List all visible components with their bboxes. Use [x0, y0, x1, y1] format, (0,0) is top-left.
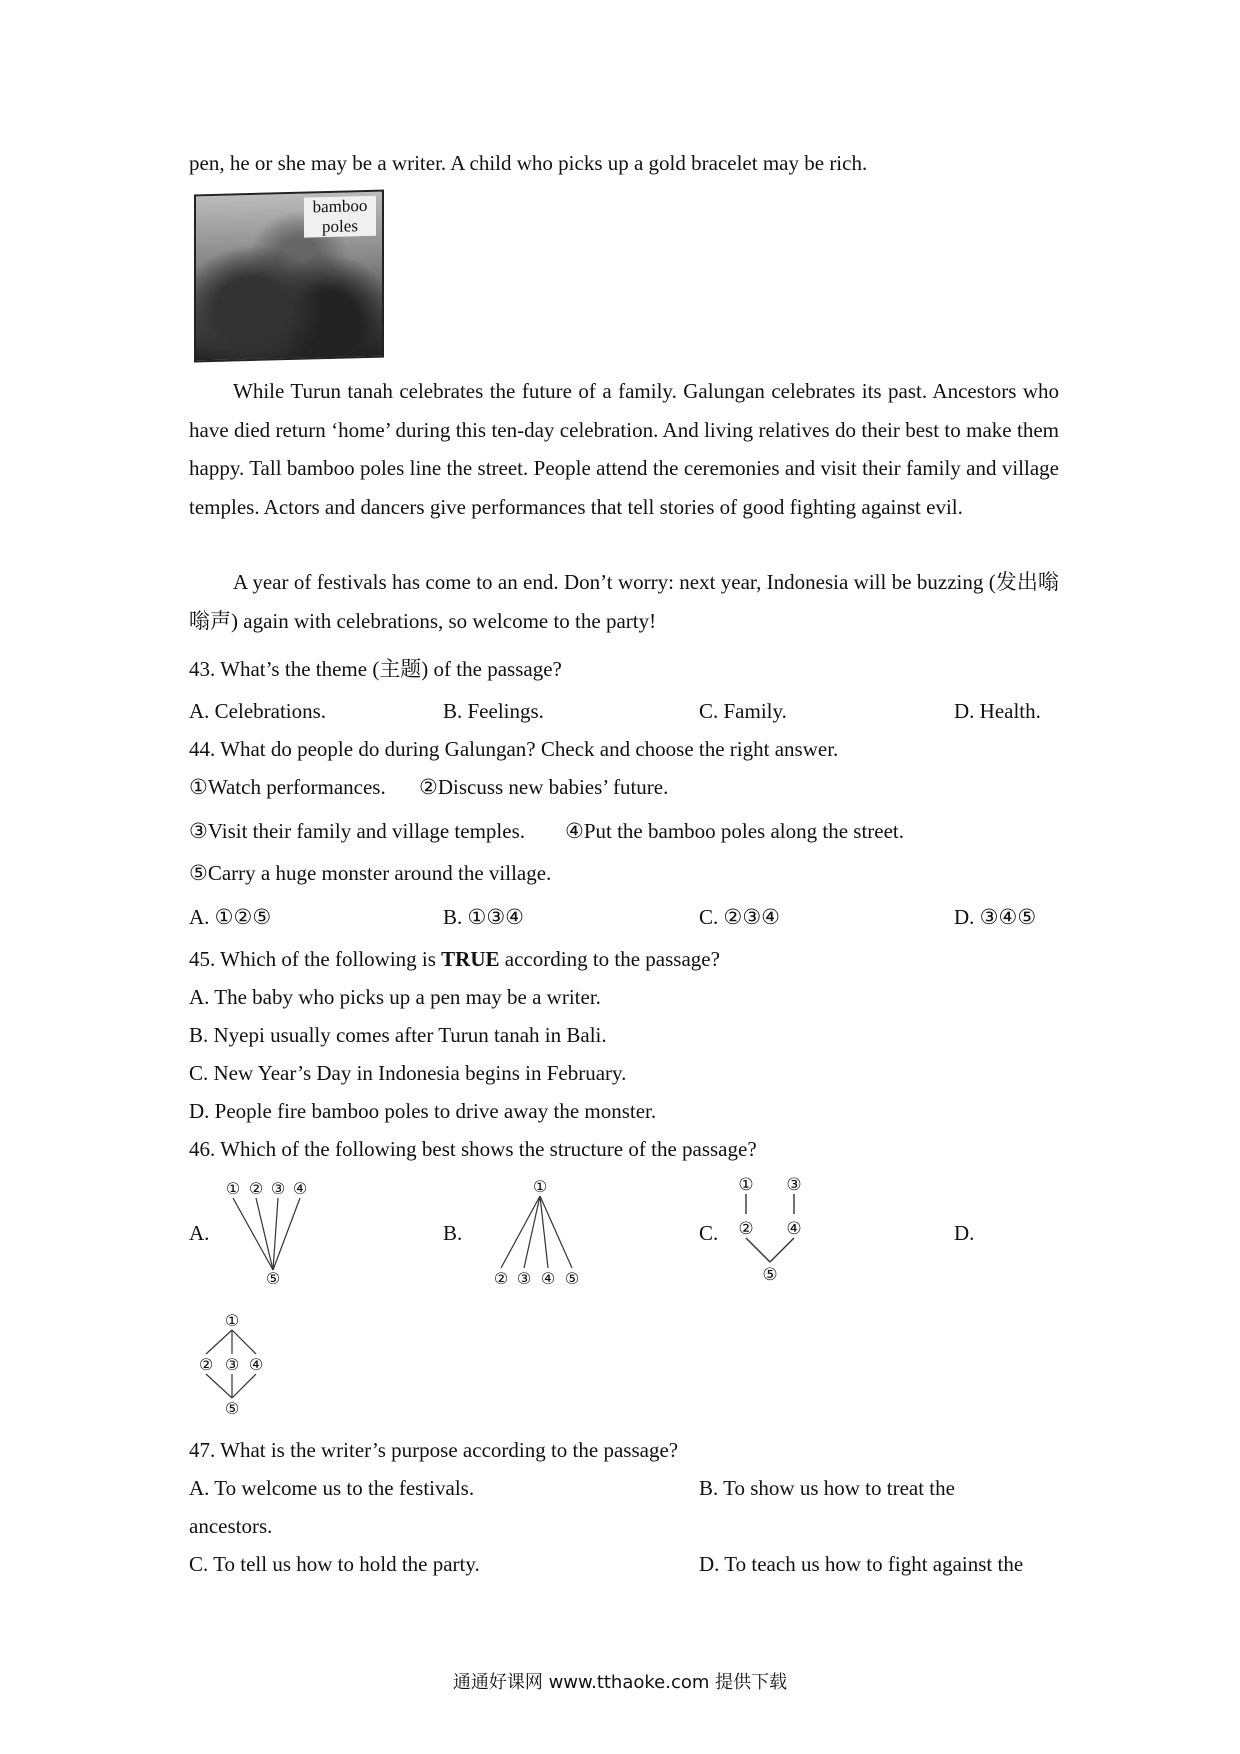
q45-option-d[interactable]: D. People fire bamboo poles to drive away the monster.	[189, 1099, 657, 1123]
diagram-a-node-3: ③	[270, 1179, 286, 1198]
q43-stem: 43. What’s the theme (主题) of the passage?	[189, 657, 562, 681]
q47-option-b-continued: ancestors.	[189, 1514, 273, 1538]
diagram-c-node-4: ④	[786, 1219, 802, 1239]
diagram-c-node-1: ①	[738, 1175, 754, 1195]
q44-stem: 44. What do people do during Galungan? Check and choose the right answer.	[189, 737, 839, 761]
paragraph-conclusion: A year of festivals has come to an end. Don’t worry: next year, Indonesia will be buzzing (发出嗡嗡声) again with celebrations, so welcome to the party!	[189, 570, 1059, 633]
q46-option-d[interactable]: D.	[954, 1221, 975, 1245]
photo-label: bamboo poles	[304, 196, 376, 238]
bamboo-poles-photo	[194, 190, 384, 363]
q44-item-1: ①Watch performances.	[189, 775, 386, 799]
q43-option-b[interactable]: B. Feelings.	[443, 699, 544, 723]
q44-item-4: ④Put the bamboo poles along the street.	[565, 819, 905, 843]
q43-option-d[interactable]: D. Health.	[954, 699, 1041, 723]
diagram-d-node-3: ③	[224, 1355, 240, 1374]
diagram-d-node-2: ②	[198, 1355, 214, 1374]
q46-option-c[interactable]: C.	[699, 1221, 719, 1245]
structure-diagram-b	[486, 1172, 596, 1292]
structure-diagram-a	[218, 1176, 328, 1294]
q46-stem: 46. Which of the following best shows the structure of the passage?	[189, 1137, 757, 1161]
structure-diagram-c	[726, 1170, 826, 1292]
diagram-a-node-1: ①	[225, 1179, 241, 1198]
diagram-a-node-2: ②	[248, 1179, 264, 1198]
diagram-b-node-5: ⑤	[564, 1269, 580, 1288]
q47-option-b[interactable]: B. To show us how to treat the	[699, 1476, 955, 1500]
intro-line: pen, he or she may be a writer. A child who picks up a gold bracelet may be rich.	[189, 151, 868, 175]
diagram-c-node-2: ②	[738, 1219, 754, 1239]
q46-option-b[interactable]: B.	[443, 1221, 463, 1245]
q44-option-c[interactable]: C. ②③④	[699, 905, 780, 929]
q44-option-a[interactable]: A. ①②⑤	[189, 905, 272, 929]
diagram-d-node-5: ⑤	[224, 1399, 240, 1418]
q43-option-a[interactable]: A. Celebrations.	[189, 699, 327, 723]
q45-option-a[interactable]: A. The baby who picks up a pen may be a writer.	[189, 985, 601, 1009]
diagram-c-node-5: ⑤	[762, 1265, 778, 1285]
q47-option-c[interactable]: C. To tell us how to hold the party.	[189, 1552, 480, 1576]
q45-stem: 45. Which of the following is TRUE according to the passage?	[189, 947, 720, 971]
paragraph-galungan: While Turun tanah celebrates the future of a family. Galungan celebrates its past. Ancestors who have died return ‘home’ during this ten-day celebration. And living relatives do their best to make them happy. Tall bamboo poles line the street. People attend the ceremonies and visit their family and village temples. Actors and dancers give performances that tell stories of good fighting against evil.	[189, 379, 1059, 519]
diagram-b-node-2: ②	[493, 1269, 509, 1288]
diagram-a-node-4: ④	[292, 1179, 308, 1198]
diagram-c-node-3: ③	[786, 1175, 802, 1195]
structure-diagram-d	[192, 1308, 272, 1420]
diagram-a-node-5: ⑤	[265, 1269, 281, 1288]
diagram-b-node-4: ④	[540, 1269, 556, 1288]
q44-option-d[interactable]: D. ③④⑤	[954, 905, 1037, 929]
q46-option-a[interactable]: A.	[189, 1221, 210, 1245]
diagram-b-node-3: ③	[516, 1269, 532, 1288]
diagram-d-node-4: ④	[248, 1355, 264, 1374]
q44-item-5: ⑤Carry a huge monster around the village.	[189, 861, 552, 885]
q47-option-a[interactable]: A. To welcome us to the festivals.	[189, 1476, 475, 1500]
page-footer: 通通好课网 www.tthaoke.com 提供下载	[452, 1672, 788, 1693]
q45-option-c[interactable]: C. New Year’s Day in Indonesia begins in February.	[189, 1061, 627, 1085]
diagram-b-node-1: ①	[532, 1177, 548, 1196]
q44-item-2: ②Discuss new babies’ future.	[419, 775, 669, 799]
q45-option-b[interactable]: B. Nyepi usually comes after Turun tanah in Bali.	[189, 1023, 607, 1047]
q44-option-b[interactable]: B. ①③④	[443, 905, 524, 929]
q47-option-d[interactable]: D. To teach us how to fight against the	[699, 1552, 1024, 1576]
q43-option-c[interactable]: C. Family.	[699, 699, 787, 723]
q47-stem: 47. What is the writer’s purpose according to the passage?	[189, 1438, 679, 1462]
diagram-d-node-1: ①	[224, 1311, 240, 1330]
q44-item-3: ③Visit their family and village temples.	[189, 819, 525, 843]
